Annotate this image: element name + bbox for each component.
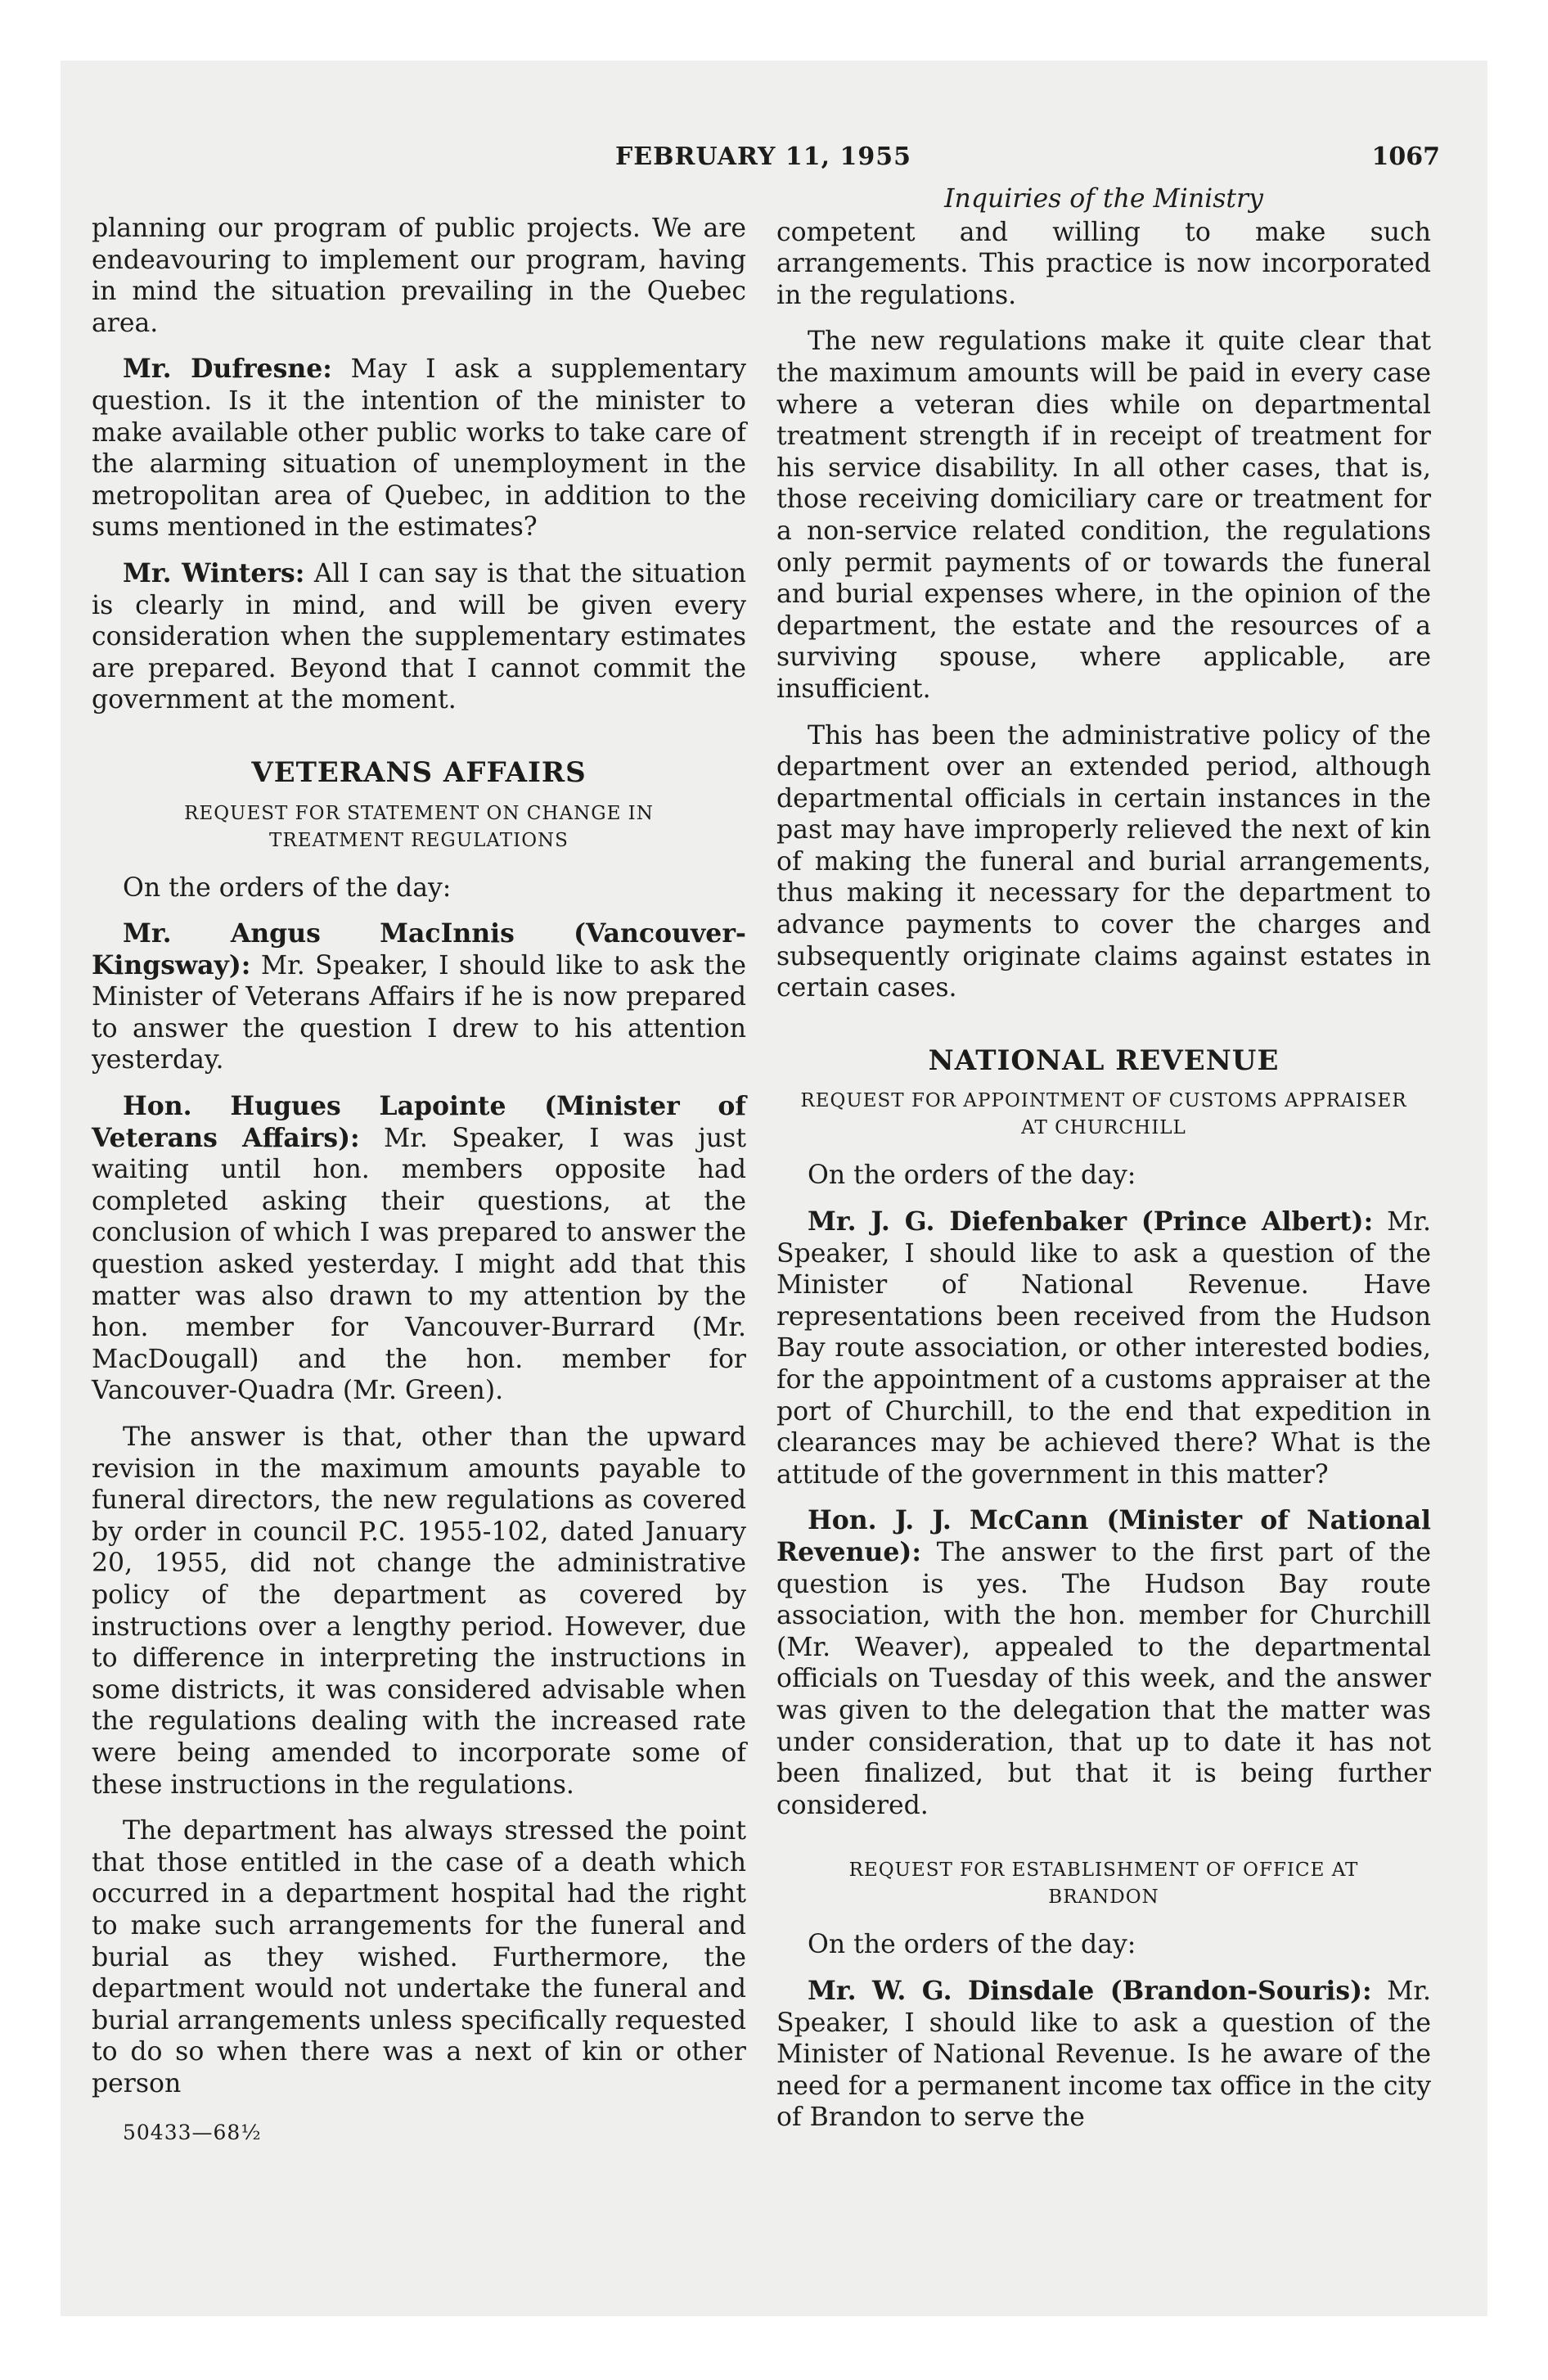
section-subtitle: REQUEST FOR STATEMENT ON CHANGE IN TREATMENT REGULATIONS: [184, 802, 654, 851]
section-subtitle: REQUEST FOR APPOINTMENT OF CUSTOMS APPRAISER AT CHURCHILL: [800, 1090, 1407, 1139]
speaker-name: Mr. Angus MacInnis (Vancouver-Kingsway):: [92, 918, 746, 980]
right-column: [776, 183, 1431, 2134]
speaker-name: Mr. J. G. Diefenbaker (Prince Albert):: [808, 1206, 1374, 1237]
speech-text: Mr. Speaker, I should like to ask a question of the Minister of National Revenue. Have representations been received from the Hudson Bay route association, or other interested bodies, for the appointment of a customs appraiser at the port of Churchill, to the end that expedition in clearances may be achieved there? What is the attitude of the government in this matter?: [776, 1207, 1431, 1490]
print-code: 50433—68½: [123, 2121, 262, 2145]
paragraph: competent and willing to make such arrangements. This practice is now incorporated in the regulations.: [776, 217, 1431, 310]
paragraph: [92, 1091, 746, 1407]
paragraph: The new regulations make it quite clear that the maximum amounts will be paid in every case where a veteran dies while on departmental treatment strength if in receipt of treatment for his service disability. In all other cases, that is, those receiving domiciliary care or treatment for a non-service related condition, the regulations only permit payments of or towards the funeral and burial expenses where, in the opinion of the department, the estate and the resources of a surviving spouse, where applicable, are insufficient.: [776, 327, 1431, 704]
speaker-name: Mr. W. G. Dinsdale (Brandon-Souris):: [808, 1975, 1372, 2006]
paragraph: [92, 354, 746, 543]
running-subtitle: Inquiries of the Ministry: [944, 184, 1263, 214]
speech-text: All I can say is that the situation is clearly in mind, and will be given every consideration when the supplementary estimates are prepared. Beyond that I cannot commit the government at the moment.: [92, 558, 746, 715]
page-number: 1067: [1371, 142, 1440, 171]
speech-text: The answer to the first part of the question is yes. The Hudson Bay route association, with the hon. member for Churchill (Mr. Weaver), appealed to the departmental officials on Tuesday of this week, and the answer was given to the delegation that the matter was under consideration, that up to date it has not been finalized, but that it is being further considered.: [776, 1537, 1431, 1820]
speech-text: May I ask a supplementary question. Is it the intention of the minister to make available other public works to take care of the alarming situation of unemployment in the metropolitan area of Quebec, in addition to the sums mentioned in the estimates?: [92, 354, 746, 543]
speaker-name: Hon. Hugues Lapointe (Minister of Veterans Affairs):: [92, 1091, 746, 1153]
orders-of-day: On the orders of the day:: [808, 1930, 1136, 1960]
speaker-name: Hon. J. J. McCann (Minister of National Revenue):: [776, 1505, 1431, 1567]
section-subtitle: REQUEST FOR ESTABLISHMENT OF OFFICE AT BRANDON: [848, 1859, 1359, 1909]
speech-text: Mr. Speaker, I should like to ask a question of the Minister of National Revenue. Is he aware of the need for a permanent income tax office in the city of Brandon to serve the: [776, 1976, 1431, 2133]
paragraph: [776, 1206, 1431, 1490]
orders-of-day: On the orders of the day:: [123, 872, 452, 903]
speech-text: Mr. Speaker, I was just waiting until hon. members opposite had completed asking their questions, at the conclusion of which I was prepared to answer the question asked yesterday. I might add that this matter was also drawn to my attention by the hon. member for Vancouver-Burrard (Mr. MacDougall) and the hon. member for Vancouver-Quadra (Mr. Green).: [92, 1123, 747, 1406]
paragraph: This has been the administrative policy of the department over an extended period, although departmental officials in certain instances in the past may have improperly relieved the next of kin of making the funeral and burial arrangements, thus making it necessary for the department to advance payments to cover the charges and subsequently originate claims against estates in certain cases.: [776, 720, 1431, 1003]
paragraph: [92, 918, 746, 1076]
paragraph: The answer is that, other than the upward revision in the maximum amounts payable to funeral directors, the new regulations as covered by order in council P.C. 1955-102, dated January 20, 1955, did not change the administrative policy of the department as covered by instructions over a lengthy period. However, due to difference in interpreting the instructions in some districts, it was considered advisable when the regulations dealing with the increased rate were being amended to incorporate some of these instructions in the regulations.: [92, 1422, 746, 1800]
header-date: FEBRUARY 11, 1955: [615, 142, 911, 171]
section-title: NATIONAL REVENUE: [928, 1044, 1280, 1077]
speaker-name: Mr. Winters:: [123, 557, 305, 588]
speaker-name: Mr. Dufresne:: [123, 354, 332, 385]
section-title: VETERANS AFFAIRS: [251, 755, 587, 789]
paragraph: The department has always stressed the point that those entitled in the case of a death which occurred in a department hospital had the right to make such arrangements for the funeral and burial as they wished. Furthermore, the department would not undertake the funeral and burial arrangements unless specifically requested to do so when there was a next of kin or other person: [92, 1816, 746, 2098]
paragraph: [776, 1976, 1431, 2134]
speech-text: Mr. Speaker, I should like to ask the Minister of Veterans Affairs if he is now prepared to answer the question I drew to his attention yesterday.: [92, 950, 746, 1075]
left-column: [92, 213, 746, 2149]
page-scan: [61, 61, 1487, 2316]
paragraph: [776, 1505, 1431, 1821]
paragraph: planning our program of public projects. We are endeavouring to implement our program, having in mind the situation prevailing in the Quebec area.: [92, 214, 746, 338]
orders-of-day: On the orders of the day:: [808, 1161, 1136, 1191]
paragraph: [92, 558, 746, 716]
